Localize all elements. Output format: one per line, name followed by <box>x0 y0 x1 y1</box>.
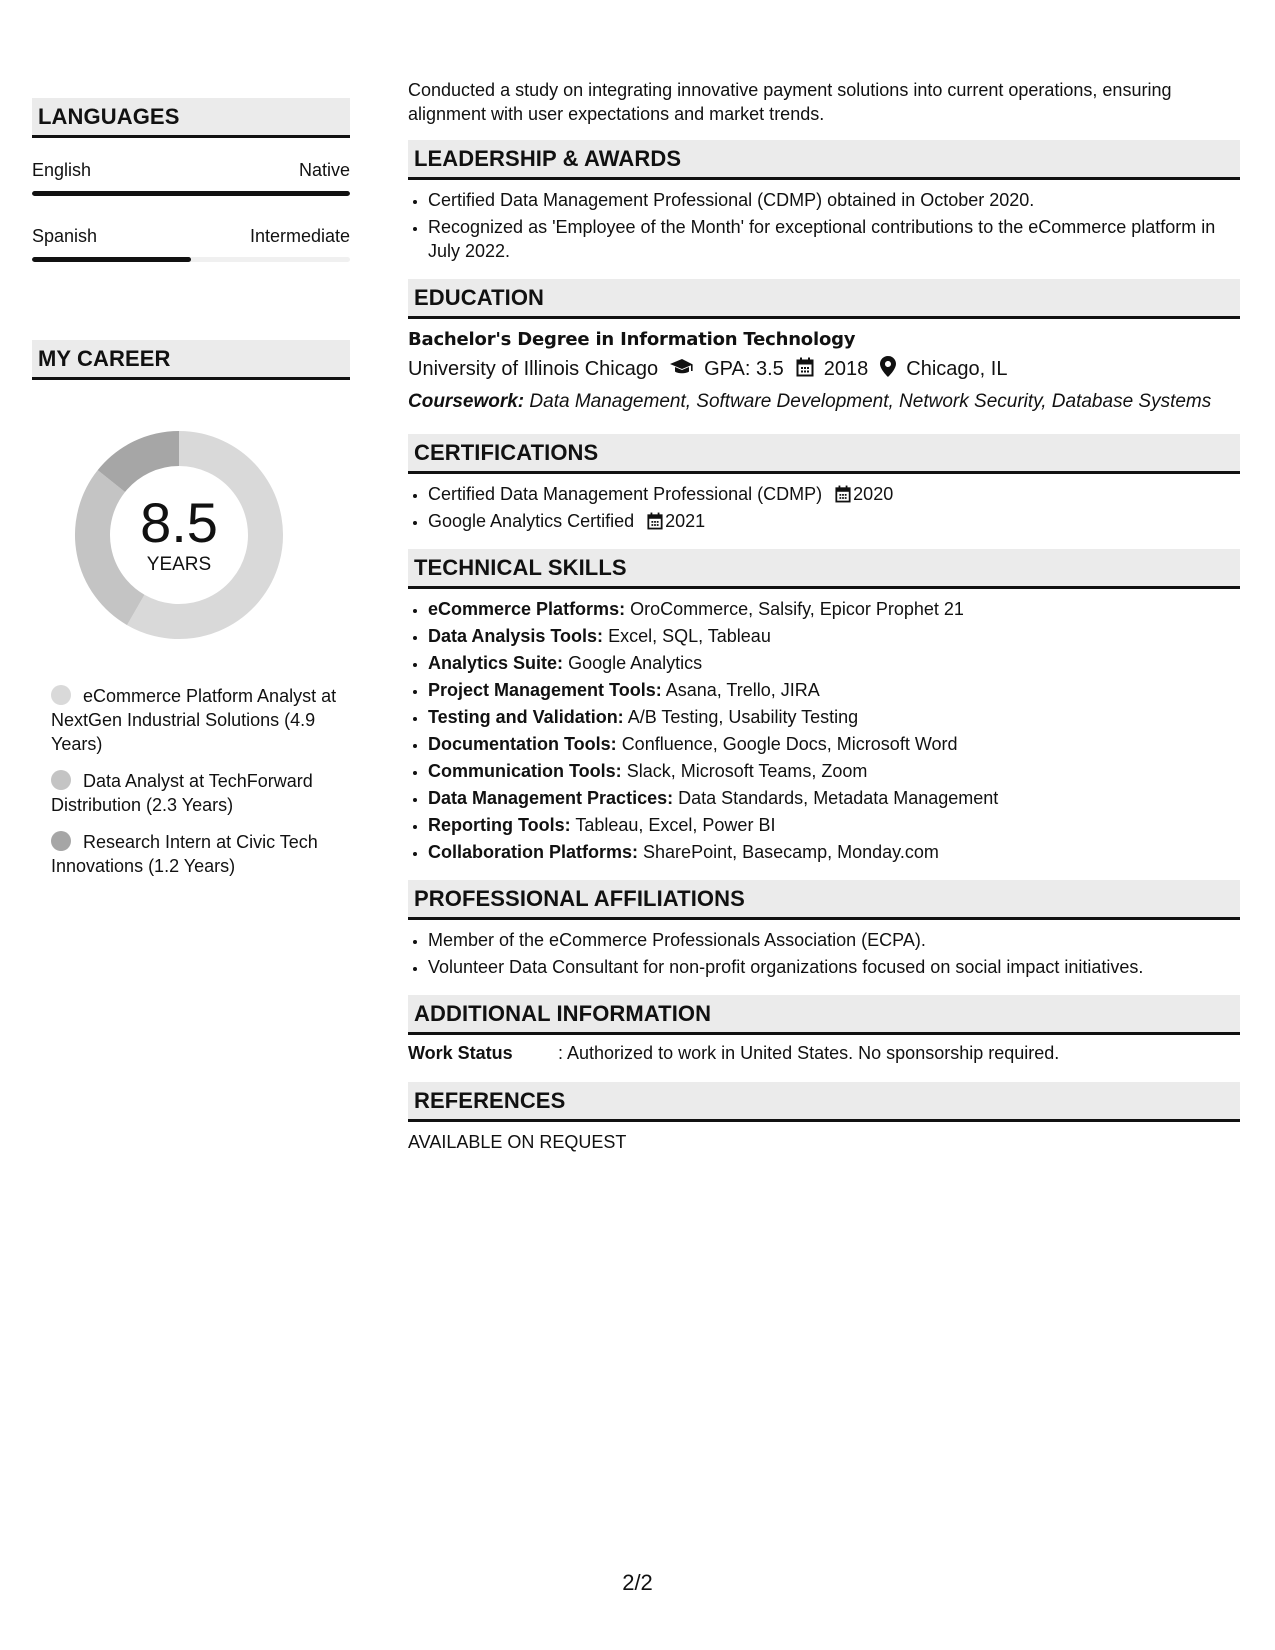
certification-item <box>428 482 1240 506</box>
legend-label: Data Analyst at TechForward Distribution (2.3 Years) <box>51 771 313 815</box>
career-legend-item <box>51 769 341 817</box>
career-heading: MY CAREER <box>32 340 350 380</box>
list-item: • Certified Data Management Professional (CDMP) obtained in October 2020. <box>428 188 1240 212</box>
legend-dot <box>51 770 71 790</box>
references-section <box>408 1082 1240 1153</box>
skill-value: Asana, Trello, JIRA <box>665 680 820 700</box>
language-spanish <box>32 226 350 262</box>
skill-label: Testing and Validation: <box>428 707 624 727</box>
skill-value: Slack, Microsoft Teams, Zoom <box>626 761 868 781</box>
coursework <box>408 389 1240 414</box>
career-legend <box>51 684 341 878</box>
career-total-unit: YEARS <box>146 554 212 575</box>
list-item: • Member of the eCommerce Professionals Association (ECPA). <box>428 928 1240 952</box>
career-legend-item <box>51 684 341 756</box>
list-item: • Volunteer Data Consultant for non-profit organizations focused on social impact initiatives. <box>428 955 1240 979</box>
career-donut-chart <box>66 422 292 648</box>
legend-label: Research Intern at Civic Tech Innovations (1.2 Years) <box>51 832 318 876</box>
skill-label: Collaboration Platforms: <box>428 842 639 862</box>
skill-item <box>428 759 1240 783</box>
technical-skills-heading: TECHNICAL SKILLS <box>408 549 1240 589</box>
skill-item <box>428 786 1240 810</box>
skill-item <box>428 705 1240 729</box>
education-heading: EDUCATION <box>408 279 1240 319</box>
skill-label: Reporting Tools: <box>428 815 571 835</box>
language-english <box>32 160 350 196</box>
certifications-heading: CERTIFICATIONS <box>408 434 1240 474</box>
location-pin-icon <box>880 356 896 383</box>
education-section <box>408 279 1240 414</box>
calendar-icon <box>796 357 814 383</box>
skill-label: eCommerce Platforms: <box>428 599 626 619</box>
skill-value: SharePoint, Basecamp, Monday.com <box>643 842 939 862</box>
language-proficiency-bar <box>32 191 350 196</box>
coursework-list: Data Management, Software Development, Network Security, Database Systems <box>529 391 1212 412</box>
work-status-value: : Authorized to work in United States. No sponsorship required. <box>558 1043 1060 1063</box>
language-proficiency-fill <box>32 191 350 196</box>
certification-name: Certified Data Management Professional (CDMP) <box>428 484 823 504</box>
graduation-year: 2018 <box>823 358 869 380</box>
skill-label: Data Management Practices: <box>428 788 674 808</box>
work-status-row <box>408 1043 1240 1064</box>
work-status-label: Work Status <box>408 1043 513 1063</box>
page-number: 2/2 <box>622 1570 653 1595</box>
skill-value: Confluence, Google Docs, Microsoft Word <box>621 734 958 754</box>
references-heading: REFERENCES <box>408 1082 1240 1122</box>
skill-value: Data Standards, Metadata Management <box>678 788 999 808</box>
language-level: Intermediate <box>249 226 350 246</box>
skill-label: Data Analysis Tools: <box>428 626 604 646</box>
language-level: Native <box>298 160 350 180</box>
additional-info-section <box>408 995 1240 1064</box>
certification-name: Google Analytics Certified <box>428 511 635 531</box>
language-proficiency-bar <box>32 257 350 262</box>
school-name: University of Illinois Chicago <box>408 358 659 380</box>
skill-item <box>428 813 1240 837</box>
calendar-icon <box>835 485 851 503</box>
skill-label: Documentation Tools: <box>428 734 617 754</box>
skill-item <box>428 651 1240 675</box>
skill-value: OroCommerce, Salsify, Epicor Prophet 21 <box>630 599 964 619</box>
coursework-label: Coursework: <box>408 391 525 412</box>
legend-label: eCommerce Platform Analyst at NextGen Industrial Solutions (4.9 Years) <box>51 686 337 754</box>
skill-item <box>428 732 1240 756</box>
education-meta <box>408 356 1240 383</box>
affiliations-heading: PROFESSIONAL AFFILIATIONS <box>408 880 1240 920</box>
skill-label: Communication Tools: <box>428 761 622 781</box>
experience-continuation-text: Conducted a study on integrating innovative payment solutions into current operations, ensuring alignment with user expectations and market trends. <box>408 80 1172 124</box>
school-location: Chicago, IL <box>906 358 1008 380</box>
list-item: • Recognized as 'Employee of the Month' for exceptional contributions to the eCommerce platform in July 2022. <box>428 215 1240 263</box>
sidebar <box>32 98 350 891</box>
skill-item <box>428 840 1240 864</box>
language-name: Spanish <box>32 226 98 246</box>
skill-label: Analytics Suite: <box>428 653 564 673</box>
skill-label: Project Management Tools: <box>428 680 662 700</box>
technical-skills-section <box>408 549 1240 864</box>
skill-item <box>428 597 1240 621</box>
certification-year: 2020 <box>853 484 894 504</box>
legend-dot <box>51 831 71 851</box>
skill-value: Google Analytics <box>568 653 703 673</box>
references-text: AVAILABLE ON REQUEST <box>408 1132 627 1152</box>
certification-year: 2021 <box>665 511 706 531</box>
skill-item <box>428 624 1240 648</box>
leadership-section <box>408 140 1240 263</box>
certification-item <box>428 509 1240 533</box>
career-total-years: 8.5 <box>140 491 218 554</box>
career-legend-item <box>51 830 341 878</box>
skill-value: A/B Testing, Usability Testing <box>627 707 859 727</box>
graduation-cap-icon <box>670 358 694 382</box>
languages-heading: LANGUAGES <box>32 98 350 138</box>
main-column <box>408 78 1240 1153</box>
legend-dot <box>51 685 71 705</box>
language-proficiency-fill <box>32 257 191 262</box>
skill-value: Tableau, Excel, Power BI <box>575 815 776 835</box>
calendar-icon <box>647 512 663 530</box>
language-name: English <box>32 160 92 180</box>
additional-info-heading: ADDITIONAL INFORMATION <box>408 995 1240 1035</box>
degree-title: Bachelor's Degree in Information Technology <box>408 329 856 350</box>
affiliations-section <box>408 880 1240 979</box>
certifications-section <box>408 434 1240 533</box>
skill-value: Excel, SQL, Tableau <box>608 626 771 646</box>
gpa: GPA: 3.5 <box>704 358 784 380</box>
skill-item <box>428 678 1240 702</box>
leadership-heading: LEADERSHIP & AWARDS <box>408 140 1240 180</box>
